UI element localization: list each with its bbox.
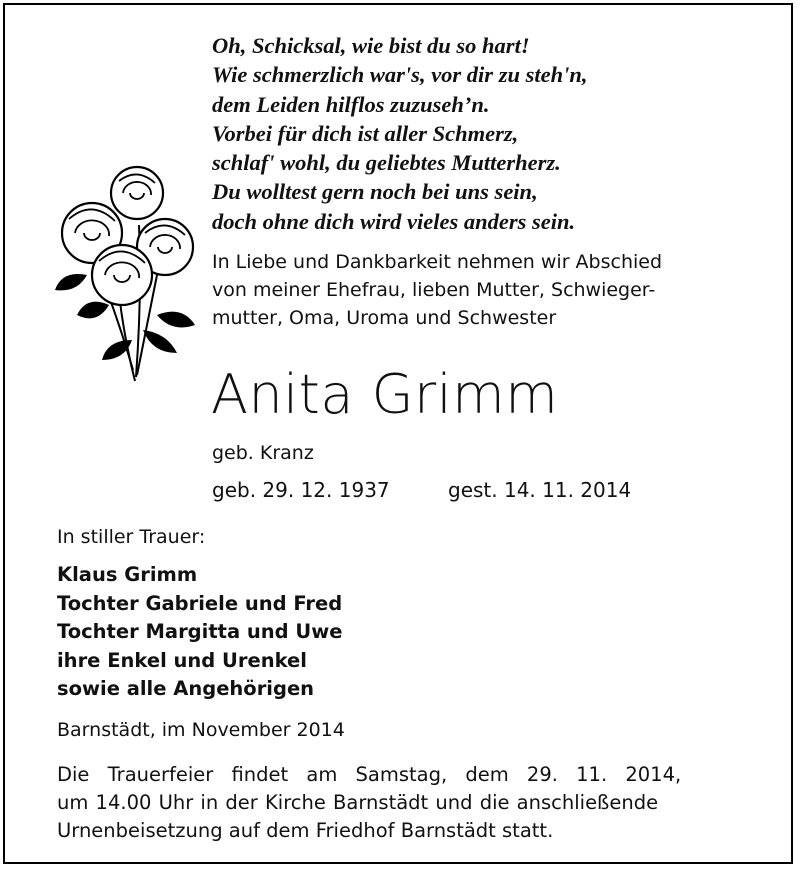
intro-line: In Liebe und Dankbarkeit nehmen wir Abschied: [212, 251, 663, 273]
poem-line: dem Leiden hilflos zuzuseh’n.: [212, 91, 490, 117]
poem-line: doch ohne dich wird vieles anders sein.: [212, 208, 576, 234]
rose-bouquet-icon: [47, 155, 207, 385]
life-dates: [212, 478, 631, 502]
notice-line: Urnenbeisetzung auf dem Friedhof Barnstädt statt.: [57, 819, 554, 842]
notice-line: um 14.00 Uhr in der Kirche Barnstädt und die anschließende: [57, 791, 659, 814]
poem-line: Oh, Schicksal, wie bist du so hart!: [212, 33, 530, 58]
death-date: gest. 14. 11. 2014: [448, 478, 632, 502]
birth-name: geb. Kranz: [212, 442, 314, 464]
poem-line: Du wolltest gern noch bei uns sein,: [212, 179, 538, 205]
notice-line: Die Trauerfeier findet am Samstag, dem 29. 11. 2014,: [57, 763, 682, 786]
deceased-name: Anita Grimm: [211, 363, 559, 426]
mourner: Klaus Grimm: [57, 563, 198, 586]
obituary-notice: [3, 3, 793, 864]
poem-line: Wie schmerzlich war's, vor dir zu steh'n,: [212, 62, 588, 88]
mourner: Tochter Gabriele und Fred: [57, 591, 343, 615]
mourner: sowie alle Angehörigen: [57, 677, 315, 700]
funeral-notice: [57, 761, 757, 845]
intro-line: von meiner Ehefrau, lieben Mutter, Schwieger-: [212, 279, 656, 301]
mourner: Tochter Margitta und Uwe: [57, 620, 343, 643]
poem-line: Vorbei für dich ist aller Schmerz,: [212, 120, 519, 146]
intro-line: mutter, Oma, Uroma und Schwester: [212, 307, 557, 329]
poem: [212, 31, 587, 236]
place-date: Barnstädt, im November 2014: [57, 719, 345, 741]
birth-date: geb. 29. 12. 1937: [212, 478, 390, 502]
mourners-list: [57, 561, 343, 704]
mourning-label: In stiller Trauer:: [57, 526, 206, 548]
poem-line: schlaf' wohl, du geliebtes Mutterherz.: [212, 150, 561, 176]
mourner: ihre Enkel und Urenkel: [57, 648, 307, 672]
intro-text: [212, 248, 757, 332]
